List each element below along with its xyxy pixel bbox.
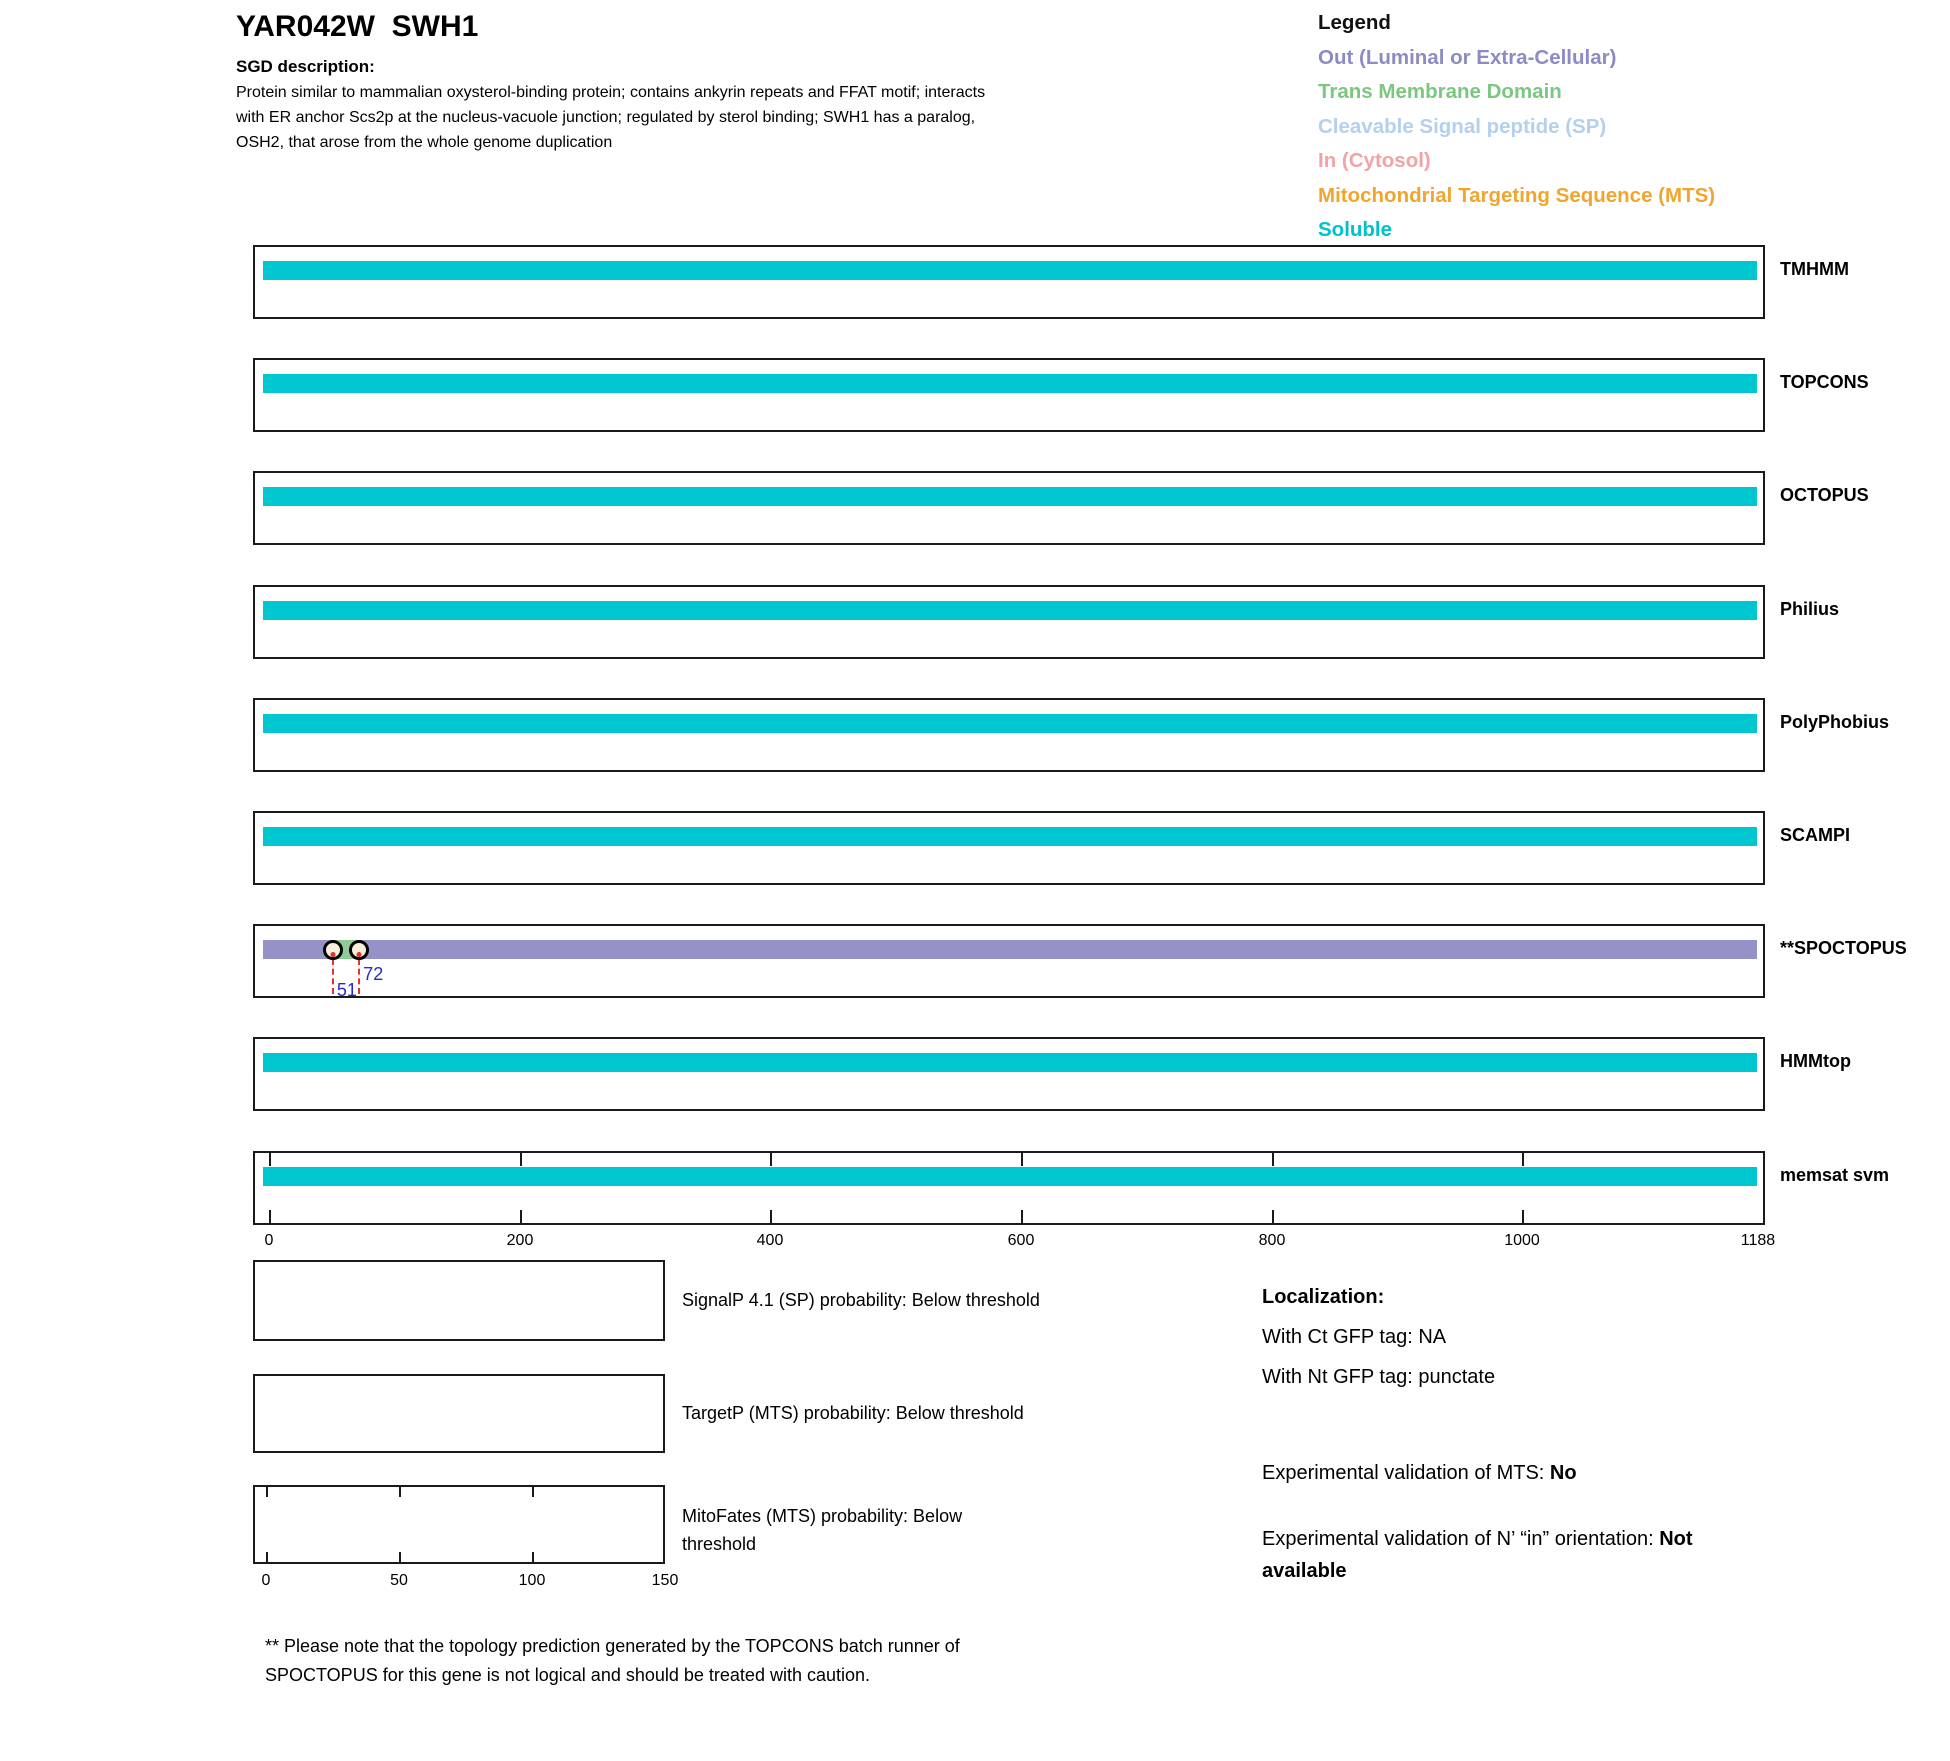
mts-validation-label: Experimental validation of MTS:: [1262, 1462, 1550, 1484]
track-label-memsat svm: memsat svm: [1780, 1165, 1890, 1185]
localization-nt-gfp: With Nt GFP tag: punctate: [1262, 1366, 1496, 1388]
axis-tick-top-400: [770, 1153, 772, 1166]
legend-item-0: Out (Luminal or Extra-Cellular): [1318, 45, 1617, 69]
axis-tick-bottom-200: [520, 1210, 522, 1223]
nin-validation-value: Not: [1659, 1528, 1693, 1550]
marker-dot: [357, 952, 362, 957]
track-box-Philius: [253, 585, 1765, 659]
track-box-PolyPhobius: [253, 698, 1765, 772]
axis-tick-top-600: [1021, 1153, 1023, 1166]
track-box-**SPOCTOPUS: [253, 924, 1765, 998]
track-bar-SCAMPI: [263, 827, 1757, 846]
tm-position-label-72: 72: [363, 964, 384, 984]
track-label-Philius: Philius: [1780, 599, 1840, 619]
legend-item-5: Soluble: [1318, 218, 1393, 241]
sgd-description-line: Protein similar to mammalian oxysterol-binding protein; contains ankyrin repeats and FFAT motif; interacts: [236, 84, 986, 101]
mitofates-tick-top-100: [532, 1487, 534, 1497]
localization-heading: Localization:: [1262, 1286, 1385, 1308]
track-label-HMMtop: HMMtop: [1780, 1051, 1851, 1071]
axis-tick-label-600: 600: [1007, 1232, 1035, 1249]
mitofates-tick-label-0: 0: [261, 1572, 271, 1589]
axis-tick-label-1188: 1188: [1740, 1232, 1776, 1249]
track-label-OCTOPUS: OCTOPUS: [1780, 485, 1869, 505]
nin-validation-label: Experimental validation of N’ “in” orientation:: [1262, 1528, 1660, 1550]
mitofates-tick-label-100: 100: [518, 1572, 546, 1589]
sgd-description-line: OSH2, that arose from the whole genome duplication: [236, 134, 613, 151]
track-label-SCAMPI: SCAMPI: [1780, 825, 1851, 845]
targetp-plot-label-text: TargetP (MTS) probability: Below threshold: [682, 1403, 1024, 1423]
axis-tick-label-1000: 1000: [1504, 1232, 1540, 1249]
footnote-line: SPOCTOPUS for this gene is not logical and should be treated with caution.: [265, 1665, 871, 1685]
axis-tick-bottom-600: [1021, 1210, 1023, 1223]
track-box-TOPCONS: [253, 358, 1765, 432]
track-label-**SPOCTOPUS: **SPOCTOPUS: [1780, 938, 1907, 958]
axis-tick-label-200: 200: [506, 1232, 534, 1249]
track-label-TMHMM: TMHMM: [1780, 259, 1849, 279]
axis-tick-top-0: [269, 1153, 271, 1166]
axis-tick-label-0: 0: [264, 1232, 274, 1249]
localization-ct-gfp: With Ct GFP tag: NA: [1262, 1326, 1447, 1348]
legend-item-3: In (Cytosol): [1318, 149, 1431, 172]
legend-item-4: Mitochondrial Targeting Sequence (MTS): [1318, 183, 1716, 207]
tm-position-label-51: 51: [336, 980, 357, 1000]
track-bar-HMMtop: [263, 1053, 1757, 1072]
localization-mts-validation: [1262, 1462, 1577, 1485]
legend: [1318, 6, 1715, 248]
track-box-HMMtop: [253, 1037, 1765, 1111]
mitofates-tick-bottom-100: [532, 1552, 534, 1562]
localization-nin-validation-line2: available: [1262, 1560, 1347, 1582]
track-box-SCAMPI: [253, 811, 1765, 885]
sgd-description-heading: SGD description:: [236, 57, 375, 76]
mitofates-plot-label-text: threshold: [682, 1534, 757, 1554]
track-bar-OCTOPUS: [263, 487, 1757, 506]
axis-tick-bottom-400: [770, 1210, 772, 1223]
track-bar-PolyPhobius: [263, 714, 1757, 733]
tm-boundary-line-51: [332, 959, 334, 994]
track-bar-Philius: [263, 601, 1757, 620]
track-bar-TOPCONS: [263, 374, 1757, 393]
track-bar-TMHMM: [263, 261, 1757, 280]
mitofates-tick-bottom-50: [399, 1552, 401, 1562]
legend-item-2: Cleavable Signal peptide (SP): [1318, 114, 1607, 138]
track-label-PolyPhobius: PolyPhobius: [1780, 712, 1890, 732]
tm-boundary-marker-51: [323, 940, 343, 960]
localization-nin-validation: [1262, 1528, 1693, 1551]
mts-validation-value: No: [1549, 1462, 1577, 1484]
mitofates-tick-top-50: [399, 1487, 401, 1497]
track-box-TMHMM: [253, 245, 1765, 319]
sgd-description-line: with ER anchor Scs2p at the nucleus-vacuole junction; regulated by sterol binding; SWH1 has a paralog,: [236, 109, 976, 126]
page-title: YAR042W SWH1: [236, 10, 479, 43]
axis-tick-top-1000: [1522, 1153, 1524, 1166]
signalp-plot-label-text: SignalP 4.1 (SP) probability: Below threshold: [682, 1290, 1040, 1310]
track-label-TOPCONS: TOPCONS: [1780, 372, 1869, 392]
track-bar-**SPOCTOPUS: [263, 940, 1757, 959]
mitofates-tick-top-0: [266, 1487, 268, 1497]
signalp-plot-label: [682, 1286, 1040, 1314]
marker-dot: [330, 952, 335, 957]
tm-boundary-line-72: [358, 959, 360, 994]
mitofates-tick-bottom-0: [266, 1552, 268, 1562]
track-bar-memsat svm: [263, 1167, 1757, 1186]
axis-tick-bottom-800: [1272, 1210, 1274, 1223]
axis-tick-bottom-1000: [1522, 1210, 1524, 1223]
mitofates-plot-label: [682, 1502, 962, 1558]
mitofates-plot-label-text: MitoFates (MTS) probability: Below: [682, 1506, 963, 1526]
targetp-plot-label: [682, 1399, 1024, 1427]
axis-tick-top-800: [1272, 1153, 1274, 1166]
signalp-plot-box: [253, 1260, 665, 1341]
axis-tick-top-200: [520, 1153, 522, 1166]
legend-title: Legend: [1318, 11, 1391, 34]
axis-tick-label-800: 800: [1258, 1232, 1286, 1249]
mitofates-tick-label-50: 50: [390, 1572, 408, 1589]
legend-item-1: Trans Membrane Domain: [1318, 80, 1562, 103]
axis-tick-label-400: 400: [756, 1232, 784, 1249]
track-box-OCTOPUS: [253, 471, 1765, 545]
track-box-memsat svm: [253, 1151, 1765, 1225]
mitofates-tick-label-150: 150: [651, 1572, 679, 1589]
footnote-line: ** Please note that the topology prediction generated by the TOPCONS batch runner of: [265, 1636, 960, 1656]
targetp-plot-box: [253, 1374, 665, 1453]
legend-items: [1318, 41, 1715, 248]
mitofates-plot-box: [253, 1485, 665, 1564]
axis-tick-bottom-0: [269, 1210, 271, 1223]
